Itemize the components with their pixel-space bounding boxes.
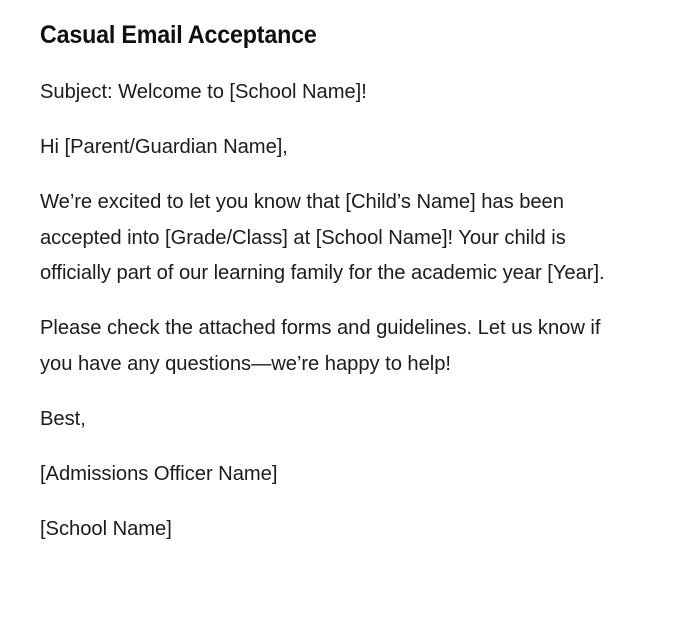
- paragraph-spacer: [40, 110, 632, 130]
- paragraph-sender-name: [Admissions Officer Name]: [40, 461, 278, 485]
- paragraph-subject-line: Subject: Welcome to [School Name]!: [40, 80, 367, 103]
- paragraph-spacer: [40, 381, 632, 401]
- paragraph-spacer: [40, 165, 632, 185]
- paragraph-spacer: [40, 436, 632, 456]
- paragraph-sender-organization: [School Name]: [40, 516, 172, 540]
- email-content: [40, 74, 632, 546]
- paragraph-attachments-note: Please check the attached forms and guidelines. Let us know if you have any questions—we’re happy to help!: [40, 316, 601, 375]
- paragraph-spacer: [40, 491, 632, 511]
- paragraph-signoff: Best,: [40, 406, 86, 430]
- title-spacer: [40, 52, 660, 74]
- paragraph-greeting: Hi [Parent/Guardian Name],: [40, 135, 288, 158]
- paragraph-spacer: [40, 291, 632, 311]
- page-title: Casual Email Acceptance: [40, 21, 317, 49]
- paragraph-acceptance-body: We’re excited to let you know that [Child’s Name] has been accepted into [Grade/Class] at [School Name]! Your child is officially part of our learning family for the academic year [Year].: [40, 190, 605, 284]
